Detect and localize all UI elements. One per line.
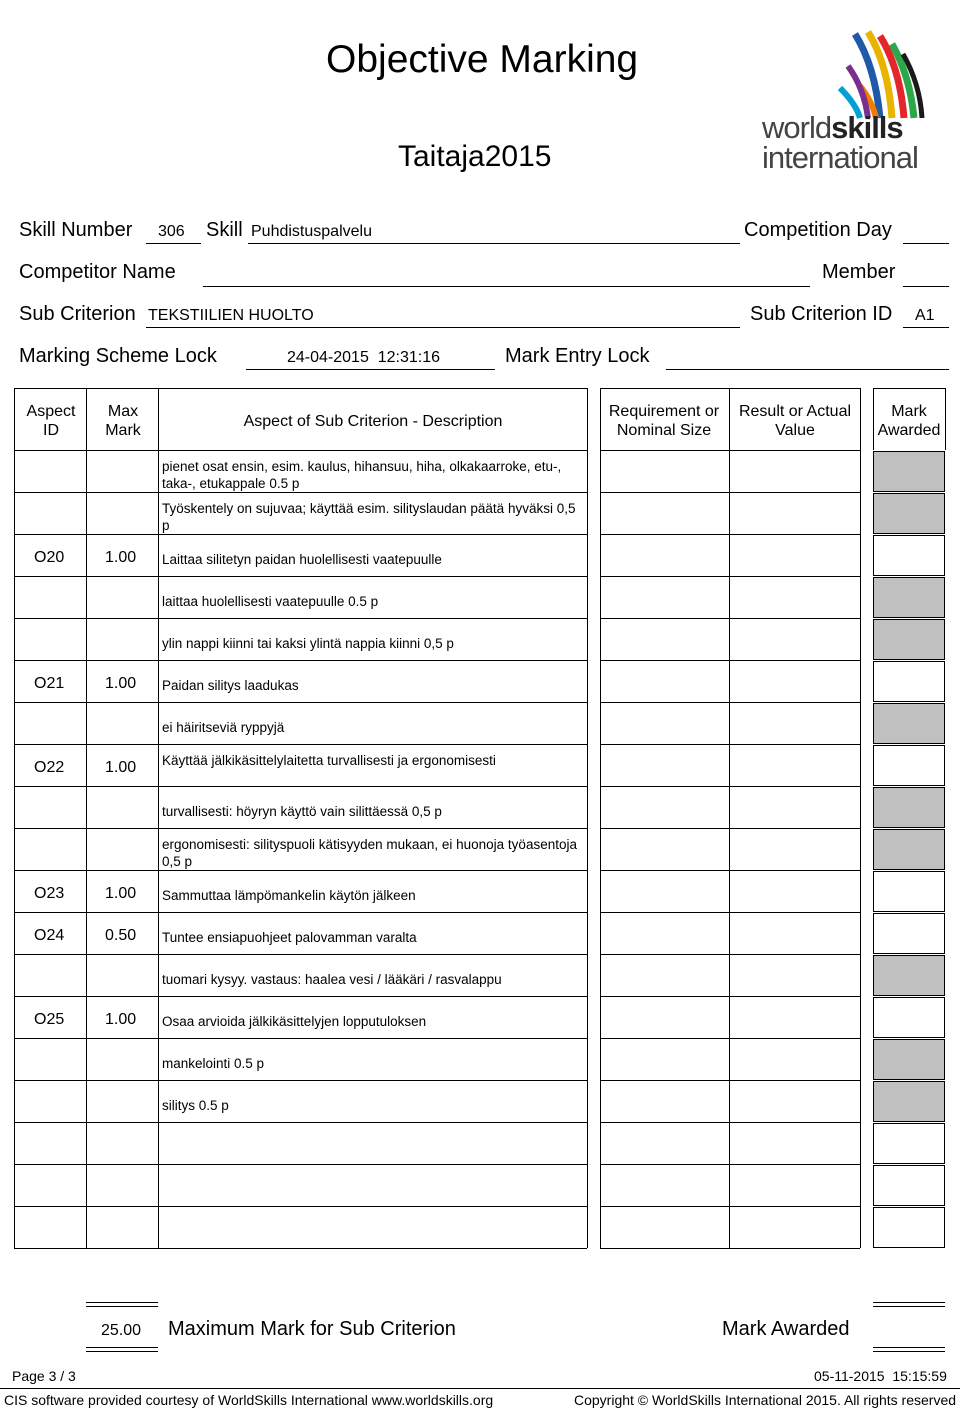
grid-line — [14, 492, 587, 493]
col-max-mark-line1: Max — [107, 403, 139, 420]
aspect-id: O23 — [34, 885, 65, 902]
grid-line — [14, 744, 587, 745]
col-mark-awarded-line2: Awarded — [877, 422, 941, 439]
grid-line — [600, 1164, 860, 1165]
aspect-description: Paidan silitys laadukas — [162, 678, 299, 693]
aspect-description: Laittaa silitetyn paidan huolellisesti vaatepuulle — [162, 552, 442, 567]
grid-line — [587, 388, 588, 1248]
grid-line — [600, 870, 860, 871]
mark-entry-lock-field[interactable] — [666, 369, 949, 370]
grid-line — [86, 388, 87, 1248]
max-total-label: Maximum Mark for Sub Criterion — [168, 1318, 456, 1340]
col-requirement-line2: Nominal Size — [616, 422, 712, 439]
sub-criterion-id-value: A1 — [915, 307, 935, 324]
grid-line — [600, 996, 860, 997]
grid-line — [600, 1080, 860, 1081]
grid-line — [600, 660, 860, 661]
grid-line — [14, 954, 587, 955]
mark-awarded-cell — [873, 451, 945, 492]
credit-text: CIS software provided courtesy of WorldSkills International www.worldskills.org — [4, 1392, 494, 1408]
aspect-description: ergonomisesti: silityspuoli kätisyyden mukaan, ei huonoja työasentoja 0,5 p — [162, 837, 577, 869]
grid-line — [600, 1206, 860, 1207]
col-result-line1: Result or Actual — [738, 403, 852, 420]
aspect-id: O22 — [34, 759, 65, 776]
grid-line — [600, 388, 860, 389]
logo-text-skills: skills — [831, 110, 903, 145]
col-max-mark-line2: Mark — [105, 422, 141, 439]
mark-awarded-cell — [873, 829, 945, 870]
mark-awarded-cell[interactable] — [873, 871, 945, 912]
grid-line — [14, 388, 587, 389]
col-mark-awarded — [873, 402, 945, 440]
grid-line — [600, 534, 860, 535]
grid-line — [600, 912, 860, 913]
competitor-name-label: Competitor Name — [19, 261, 176, 283]
grid-line — [14, 388, 15, 1248]
aspect-description: ylin nappi kiinni tai kaksi ylintä nappia kiinni 0,5 p — [162, 636, 454, 651]
grid-line — [600, 1248, 860, 1249]
sub-criterion-label: Sub Criterion — [19, 303, 136, 325]
grid-line — [600, 492, 860, 493]
page-number: Page 3 / 3 — [12, 1368, 76, 1384]
grid-line — [600, 450, 860, 451]
grid-line — [945, 388, 946, 450]
grid-line — [600, 1038, 860, 1039]
grid-line — [14, 828, 587, 829]
grid-line — [14, 1206, 587, 1207]
aspect-description: ei häiritseviä ryppyjä — [162, 720, 285, 735]
logo-text-world: world — [762, 110, 832, 145]
grid-line — [14, 450, 587, 451]
max-mark: 1.00 — [105, 549, 137, 566]
col-description: Aspect of Sub Criterion - Description — [243, 413, 503, 430]
grid-line — [873, 388, 874, 450]
mark-entry-lock-label: Mark Entry Lock — [505, 345, 650, 367]
marking-scheme-lock-label: Marking Scheme Lock — [19, 345, 217, 367]
grid-line — [600, 744, 860, 745]
mark-awarded-cell[interactable] — [873, 661, 945, 702]
grid-line — [14, 576, 587, 577]
grid-line — [600, 1122, 860, 1123]
print-timestamp: 05-11-2015 15:15:59 — [814, 1368, 947, 1384]
aspect-description: silitys 0.5 p — [162, 1098, 229, 1113]
sub-criterion-value: TEKSTIILIEN HUOLTO — [148, 307, 314, 324]
mark-awarded-cell — [873, 577, 945, 618]
skill-number-value: 306 — [158, 223, 185, 240]
grid-line — [600, 828, 860, 829]
mark-awarded-cell — [873, 493, 945, 534]
grid-line — [14, 870, 587, 871]
skill-number-label: Skill Number — [19, 219, 133, 241]
col-mark-awarded-line1: Mark — [891, 403, 927, 420]
sub-criterion-id-label: Sub Criterion ID — [750, 303, 893, 325]
skill-label: Skill — [206, 219, 243, 241]
grid-line — [14, 1122, 587, 1123]
col-result-line2: Value — [775, 422, 815, 439]
col-aspect-id-line2: ID — [43, 422, 59, 439]
col-requirement — [600, 402, 728, 440]
grid-line — [600, 388, 601, 1248]
col-requirement-line1: Requirement or — [608, 403, 720, 420]
grid-line — [729, 388, 730, 1248]
grid-line — [158, 388, 159, 1248]
copyright-text: Copyright © WorldSkills International 2015. All rights reserved — [574, 1392, 957, 1408]
mark-awarded-cell — [873, 787, 945, 828]
grid-line — [14, 660, 587, 661]
max-mark: 0.50 — [105, 927, 137, 944]
logo-text-international: international — [762, 140, 918, 175]
aspect-id: O20 — [34, 549, 65, 566]
aspect-id: O21 — [34, 675, 65, 692]
grid-line — [600, 786, 860, 787]
mark-awarded-cell — [873, 955, 945, 996]
grid-line — [14, 1080, 587, 1081]
marking-scheme-lock-value: 24-04-2015 12:31:16 — [287, 349, 441, 366]
grid-line — [14, 618, 587, 619]
competitor-name-field[interactable] — [203, 286, 810, 287]
grid-line — [600, 702, 860, 703]
mark-awarded-cell[interactable] — [873, 1165, 945, 1206]
aspect-id: O24 — [34, 927, 65, 944]
grid-line — [600, 954, 860, 955]
max-mark: 1.00 — [105, 759, 137, 776]
aspect-description: tuomari kysyy. vastaus: haalea vesi / lääkäri / rasvalappu — [162, 972, 502, 987]
page-subtitle: Taitaja2015 — [398, 140, 552, 173]
grid-line — [14, 1248, 587, 1249]
grid-line — [14, 534, 587, 535]
grid-line — [600, 576, 860, 577]
aspect-description: mankelointi 0.5 p — [162, 1056, 265, 1071]
competition-day-field[interactable] — [903, 243, 949, 244]
mark-awarded-cell[interactable] — [873, 1207, 945, 1248]
max-total-value: 25.00 — [101, 1322, 142, 1339]
grid-line — [14, 912, 587, 913]
col-aspect-id — [18, 402, 84, 440]
aspect-description: turvallisesti: höyryn käyttö vain silittäessä 0,5 p — [162, 804, 442, 819]
grid-line — [860, 388, 861, 1248]
col-result — [731, 402, 859, 440]
mark-awarded-cell[interactable] — [873, 1123, 945, 1164]
grid-line — [14, 786, 587, 787]
aspect-description: Tuntee ensiapuohjeet palovamman varalta — [162, 930, 417, 945]
grid-line — [14, 702, 587, 703]
mark-awarded-cell — [873, 703, 945, 744]
mark-awarded-cell[interactable] — [873, 913, 945, 954]
mark-awarded-total-label: Mark Awarded — [722, 1318, 850, 1340]
page-title: Objective Marking — [326, 38, 639, 81]
worldskills-logo — [760, 26, 930, 176]
member-label: Member — [822, 261, 896, 283]
max-mark: 1.00 — [105, 885, 137, 902]
grid-line — [14, 996, 587, 997]
col-max-mark — [90, 402, 156, 440]
max-mark: 1.00 — [105, 675, 137, 692]
grid-line — [600, 618, 860, 619]
aspect-description: Käyttää jälkikäsittelylaitetta turvallisesti ja ergonomisesti — [162, 753, 496, 768]
col-aspect-id-line1: Aspect — [26, 403, 76, 420]
skill-value: Puhdistuspalvelu — [251, 223, 372, 240]
mark-awarded-cell — [873, 1039, 945, 1080]
mark-awarded-cell — [873, 1081, 945, 1122]
grid-line — [873, 388, 945, 389]
aspect-id: O25 — [34, 1011, 65, 1028]
mark-awarded-total-field[interactable] — [873, 1347, 945, 1352]
aspect-description: Osaa arvioida jälkikäsittelyjen lopputuloksen — [162, 1014, 427, 1029]
aspect-description: Sammuttaa lämpömankelin käytön jälkeen — [162, 888, 416, 903]
grid-line — [14, 1164, 587, 1165]
aspect-description: Työskentely on sujuvaa; käyttää esim. silityslaudan päätä hyväksi 0,5 p — [162, 501, 576, 533]
mark-awarded-cell[interactable] — [873, 745, 945, 786]
mark-awarded-cell[interactable] — [873, 997, 945, 1038]
max-mark: 1.00 — [105, 1011, 137, 1028]
competition-day-label: Competition Day — [744, 219, 892, 241]
aspect-description: pienet osat ensin, esim. kaulus, hihansuu, hiha, olkakaarroke, etu-, taka-, etukappale 0.5 p — [162, 459, 562, 491]
mark-awarded-cell[interactable] — [873, 535, 945, 576]
member-field[interactable] — [903, 286, 949, 287]
mark-awarded-cell — [873, 619, 945, 660]
grid-line — [14, 1038, 587, 1039]
aspect-description: laittaa huolellisesti vaatepuulle 0.5 p — [162, 594, 379, 609]
